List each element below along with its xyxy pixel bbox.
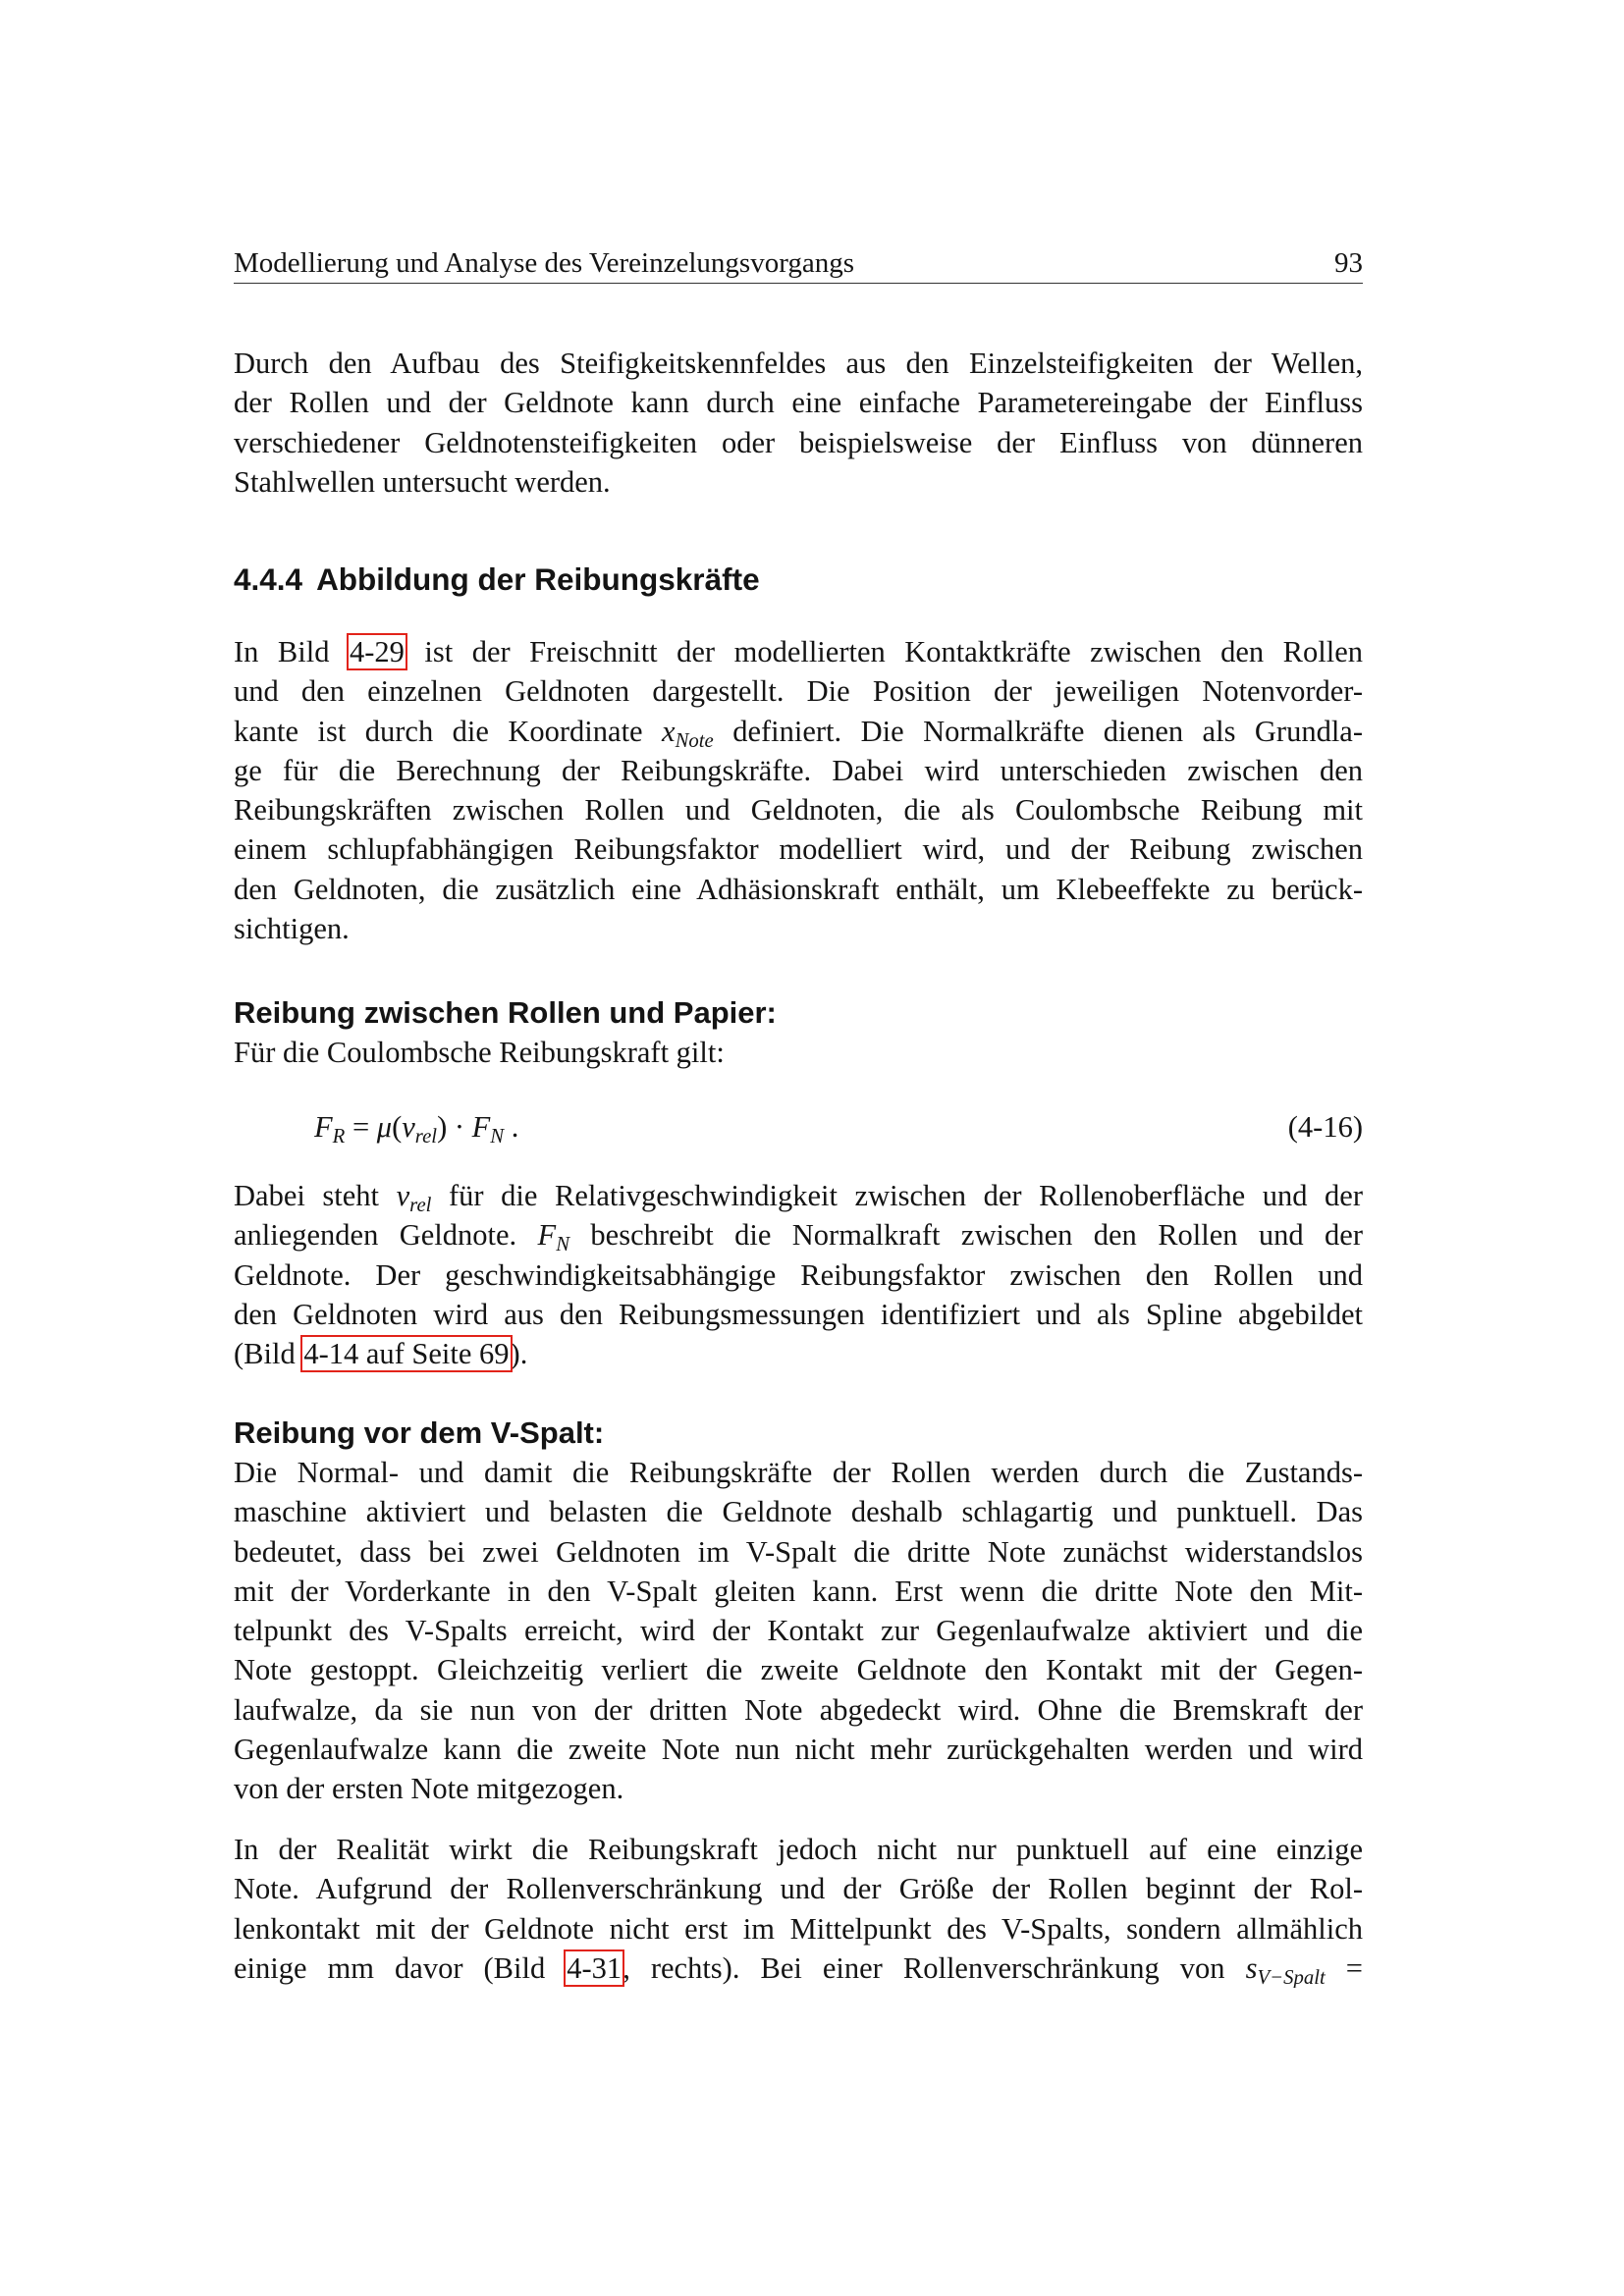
math-op: =	[1325, 1950, 1363, 1985]
text-run: kante ist durch die Koordinate	[234, 714, 663, 748]
text-line: den Geldnoten wird aus den Reibungsmessungen identifiziert und als Spline abgebildet	[234, 1297, 1363, 1331]
text-run: definiert. Die Normalkräfte dienen als Grundla-	[713, 714, 1363, 748]
text-line: In der Realität wirkt die Reibungskraft jedoch nicht nur punktuell auf eine einzige	[234, 1833, 1363, 1866]
text-line: lenkontakt mit der Geldnote nicht erst im Mittelpunkt des V-Spalts, sondern allmählich	[234, 1911, 1363, 1946]
text-line: Für die Coulombsche Reibungskraft gilt:	[234, 1036, 725, 1069]
section-heading	[234, 560, 760, 599]
figure-link-4-29[interactable]: 4-29	[349, 635, 405, 668]
text-line: Reibungskräften zwischen Rollen und Geldnoten, die als Coulombsche Reibung mit	[234, 793, 1363, 828]
text-run: Dabei steht	[234, 1179, 397, 1212]
text-line: ge für die Berechnung der Reibungskräfte. Dabei wird unterschieden zwischen den	[234, 753, 1363, 787]
text-line: und den einzelnen Geldnoten dargestellt. Die Position der jeweiligen Notenvorder-	[234, 674, 1363, 709]
math-sub: N	[556, 1234, 570, 1255]
text-run: ist der Freischnitt der modellierten Kontaktkräfte zwischen den Rollen	[405, 635, 1363, 668]
section-number: 4.4.4	[234, 561, 303, 597]
text-run: , rechts). Bei einer Rollenverschränkung von	[623, 1950, 1246, 1985]
math-var: x	[662, 714, 676, 748]
math-var: μ	[376, 1110, 393, 1144]
math-sub: rel	[414, 1126, 438, 1148]
text-run: (Bild	[234, 1337, 303, 1371]
text-line: Durch den Aufbau des Steifigkeitskennfeldes aus den Einzelsteifigkeiten der Wellen,	[234, 347, 1363, 380]
math-var: s	[1245, 1950, 1258, 1985]
equation-number: (4-16)	[1287, 1110, 1363, 1144]
text-line: sichtigen.	[234, 912, 350, 946]
math-sub: V−Spalt	[1257, 1967, 1326, 1989]
text-run: In Bild	[234, 635, 349, 668]
text-line: laufwalze, da sie nun von der dritten Note abgedeckt wird. Ohne die Bremskraft der	[234, 1692, 1363, 1727]
text-line: bedeutet, dass bei zwei Geldnoten im V-Spalt die dritte Note zunächst widerstandslos	[234, 1534, 1363, 1569]
math-sub: N	[490, 1126, 505, 1148]
paragraph-v-spalt	[234, 1453, 1363, 1809]
text-run: einige mm davor (Bild	[234, 1950, 567, 1985]
math-var: F	[537, 1218, 557, 1253]
math-sub: Note	[675, 729, 714, 751]
math-op: ·	[447, 1110, 472, 1144]
paragraph-intro	[234, 344, 1363, 502]
text-line	[234, 1949, 1363, 1988]
equation-4-16	[234, 1105, 1363, 1148]
text-run: ).	[510, 1337, 528, 1371]
text-line: Geldnote. Der geschwindigkeitsabhängige Reibungsfaktor zwischen den Rollen und	[234, 1257, 1363, 1292]
math-op: )	[437, 1110, 448, 1144]
math-var: F	[314, 1110, 333, 1144]
math-var: v	[402, 1110, 415, 1144]
math-sub: rel	[409, 1195, 432, 1216]
text-run: anliegenden Geldnote.	[234, 1218, 538, 1253]
subheading-v-spalt: Reibung vor dem V-Spalt:	[234, 1415, 605, 1450]
math-op: (	[392, 1110, 403, 1144]
text-line: von der ersten Note mitgezogen.	[234, 1772, 624, 1806]
header-title: Modellierung und Analyse des Vereinzelungsvorgangs	[234, 247, 854, 279]
running-header	[234, 243, 1363, 284]
text-line: Note gestoppt. Gleichzeitig verliert die zweite Geldnote den Kontakt mit der Gegen-	[234, 1653, 1363, 1687]
math-op: =	[345, 1110, 377, 1144]
subheading-rollen-papier: Reibung zwischen Rollen und Papier:	[234, 995, 777, 1030]
text-line: Stahlwellen untersucht werden.	[234, 464, 611, 499]
paragraph-relative-velocity	[234, 1176, 1363, 1373]
text-line	[234, 632, 1363, 671]
figure-link-4-31[interactable]: 4-31	[567, 1950, 623, 1985]
text-line	[234, 1176, 1363, 1215]
page-number: 93	[1334, 247, 1363, 279]
text-line: maschine aktiviert und belasten die Geldnote deshalb schlagartig und punktuell. Das	[234, 1495, 1363, 1529]
equation-formula	[314, 1105, 518, 1158]
math-s-v-spalt	[1245, 1950, 1363, 1989]
text-line: mit der Vorderkante in den V-Spalt gleiten kann. Erst wenn die dritte Note den Mit-	[234, 1574, 1363, 1608]
math-var: v	[396, 1179, 410, 1212]
text-line: Gegenlaufwalze kann die zweite Note nun nicht mehr zurückgehalten werden und wird	[234, 1733, 1363, 1767]
text-run: für die Relativgeschwindigkeit zwischen der Rollenoberfläche und der	[431, 1179, 1363, 1212]
text-line: der Rollen und der Geldnote kann durch eine einfache Parametereingabe der Einfluss	[234, 386, 1363, 420]
figure-link-4-14[interactable]: 4-14 auf Seite 69	[303, 1337, 510, 1371]
math-op: .	[504, 1110, 519, 1144]
text-line: den Geldnoten, die zusätzlich eine Adhäsionskraft enthält, um Klebeeffekte zu berück-	[234, 872, 1363, 906]
section-title: Abbildung der Reibungskräfte	[316, 561, 760, 597]
text-line	[234, 1334, 1363, 1373]
text-line: Die Normal- und damit die Reibungskräfte der Rollen werden durch die Zustands-	[234, 1456, 1363, 1489]
paragraph-coulomb-intro	[234, 1033, 1363, 1072]
paragraph-reality	[234, 1830, 1363, 1988]
math-sub: R	[332, 1126, 346, 1148]
text-line: einem schlupfabhängigen Reibungsfaktor modelliert wird, und der Reibung zwischen	[234, 832, 1363, 867]
math-var: F	[471, 1110, 491, 1144]
text-line: telpunkt des V-Spalts erreicht, wird der Kontakt zur Gegenlaufwalze aktiviert und die	[234, 1614, 1363, 1648]
paragraph-friction-forces	[234, 632, 1363, 948]
math-v-rel	[396, 1179, 432, 1216]
text-run: beschreibt die Normalkraft zwischen den Rollen und der	[569, 1218, 1363, 1253]
math-x-note	[662, 714, 714, 751]
text-line	[234, 1215, 1363, 1255]
math-f-n	[537, 1218, 570, 1255]
text-line: Note. Aufgrund der Rollenverschränkung und der Größe der Rollen beginnt der Rol-	[234, 1872, 1363, 1906]
text-line: verschiedener Geldnotensteifigkeiten oder beispielsweise der Einfluss von dünneren	[234, 425, 1363, 459]
text-line	[234, 712, 1363, 751]
